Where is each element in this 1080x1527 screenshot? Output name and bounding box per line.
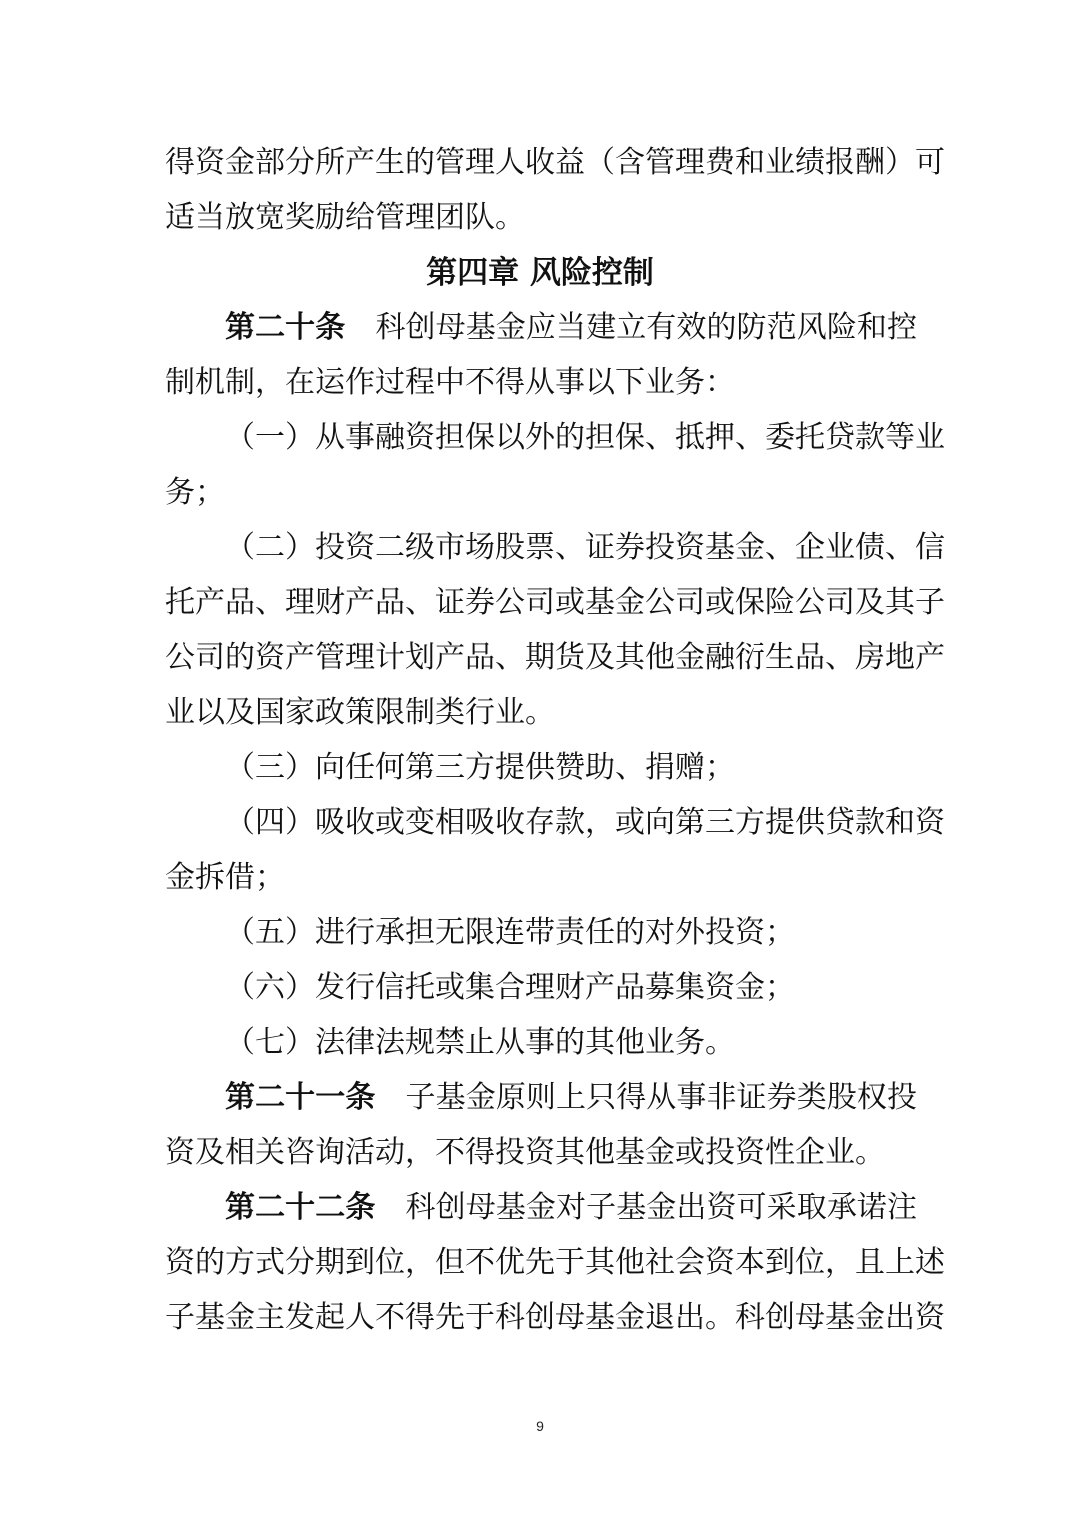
item-3-line-1: （三）向任何第三方提供赞助、捐赠； <box>225 750 735 785</box>
continuation-line-2: 适当放宽奖励给管理团队。 <box>165 200 525 235</box>
item-6-line-1: （六）发行信托或集合理财产品募集资金； <box>225 970 795 1005</box>
article-22-text-1: 科创母基金对子基金出资可采取承诺注 <box>405 1190 918 1225</box>
article-22-text-3: 子基金主发起人不得先于科创母基金退出。科创母基金出资 <box>165 1300 945 1335</box>
page-number: 9 <box>536 1418 544 1434</box>
item-2-line-1: （二）投资二级市场股票、证券投资基金、企业债、信 <box>225 530 945 565</box>
item-2-line-2: 托产品、理财产品、证券公司或基金公司或保险公司及其子 <box>165 585 945 620</box>
item-4-line-2: 金拆借； <box>165 860 285 895</box>
article-20-text-1: 科创母基金应当建立有效的防范风险和控 <box>375 310 918 345</box>
item-4-line-1: （四）吸收或变相吸收存款，或向第三方提供贷款和资 <box>225 805 945 840</box>
article-20-first-line <box>225 308 917 348</box>
article-20-text-2: 制机制，在运作过程中不得从事以下业务： <box>165 365 735 400</box>
chapter-title: 第四章 风险控制 <box>426 255 654 291</box>
article-21-text-2: 资及相关咨询活动，不得投资其他基金或投资性企业。 <box>165 1135 885 1170</box>
item-7-line-1: （七）法律法规禁止从事的其他业务。 <box>225 1025 735 1060</box>
item-2-line-4: 业以及国家政策限制类行业。 <box>165 695 555 730</box>
article-22-heading: 第二十二条 <box>225 1190 376 1225</box>
item-2-line-3: 公司的资产管理计划产品、期货及其他金融衍生品、房地产 <box>165 640 945 675</box>
article-21-first-line <box>225 1078 917 1118</box>
article-21-heading: 第二十一条 <box>225 1080 376 1115</box>
item-1-line-1: （一）从事融资担保以外的担保、抵押、委托贷款等业 <box>225 420 945 455</box>
article-22-text-2: 资的方式分期到位，但不优先于其他社会资本到位，且上述 <box>165 1245 945 1280</box>
item-5-line-1: （五）进行承担无限连带责任的对外投资； <box>225 915 795 950</box>
article-22-first-line <box>225 1188 917 1228</box>
article-20-heading: 第二十条 <box>225 310 346 345</box>
item-1-line-2: 务； <box>165 475 225 510</box>
continuation-line-1: 得资金部分所产生的管理人收益（含管理费和业绩报酬）可 <box>165 145 945 180</box>
article-21-text-1: 子基金原则上只得从事非证券类股权投 <box>405 1080 918 1115</box>
